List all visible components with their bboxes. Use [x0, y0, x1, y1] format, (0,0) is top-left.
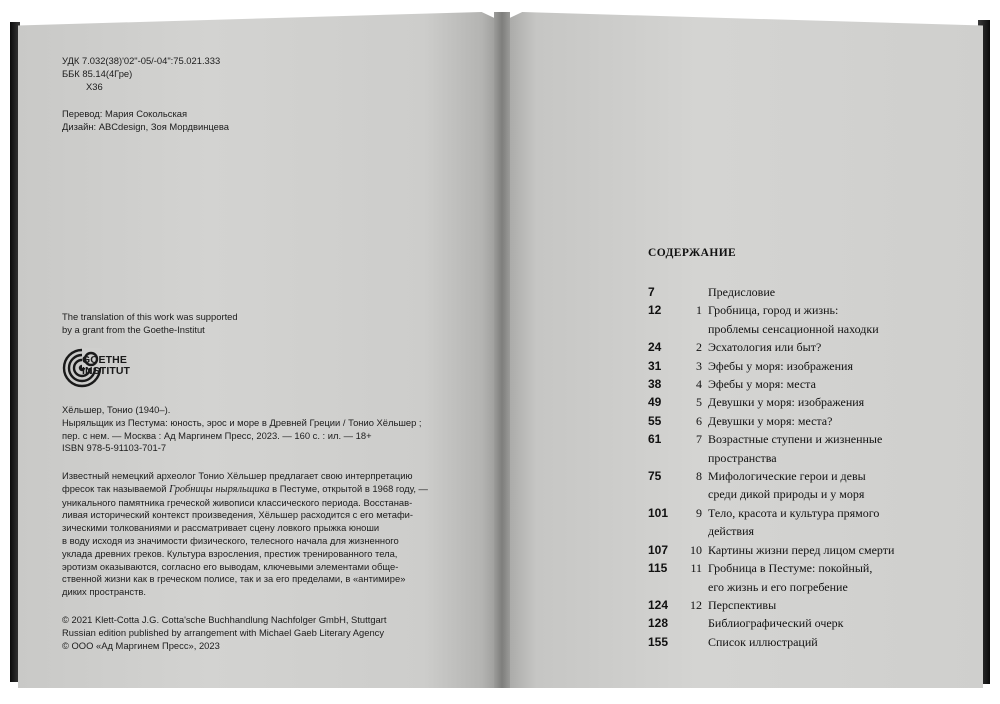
blurb-text: в Пестуме, открытой в 1968 году, — — [269, 482, 428, 494]
toc-chapter-title: Предисловие — [708, 285, 776, 299]
toc-chapter-title: Эфебы у моря: места — [708, 377, 816, 392]
toc-chapter-number: 10 — [690, 542, 702, 557]
logo-text-goethe: GOETHE — [82, 354, 127, 366]
toc-page-number: 155 — [648, 634, 669, 649]
goethe-logo-text — [82, 355, 130, 377]
copyright-block — [62, 614, 387, 652]
toc-page-number: 49 — [648, 395, 662, 410]
toc-page-number: 55 — [648, 413, 662, 428]
toc-entry — [648, 467, 918, 504]
toc-chapter-title: Картины жизни перед лицом смерти — [708, 542, 895, 557]
biblio-line: пер. с нем. — Москва : Ад Маргинем Пресс, 2023. — 160 с. : ил. — 18+ — [62, 429, 372, 441]
toc-entry — [648, 412, 918, 430]
bibliographic-record — [62, 404, 422, 455]
toc-chapter-title: Библиографический очерк — [708, 616, 844, 631]
toc-entry — [648, 430, 918, 467]
toc-entry — [648, 633, 918, 651]
toc-chapter-number: 2 — [696, 340, 702, 355]
toc-page-number: 128 — [648, 616, 669, 631]
toc-chapter-title: Девушки у моря: места? — [708, 413, 833, 428]
toc-page-number: 31 — [648, 358, 662, 373]
table-of-contents — [648, 283, 918, 651]
isbn-line: ISBN 978-5-91103-701-7 — [62, 442, 167, 454]
toc-chapter-title: Перспективы — [708, 597, 777, 612]
toc-chapter-number: 12 — [690, 597, 702, 612]
toc-chapter-title: среди дикой природы и у моря — [708, 487, 865, 502]
credits-block — [62, 108, 229, 134]
toc-chapter-title: Мифологические герои и девы — [708, 469, 866, 484]
blurb-text: фресок так называемой — [62, 482, 170, 494]
toc-chapter-number: 3 — [696, 358, 702, 373]
toc-chapter-title: проблемы сенсационной находки — [708, 321, 879, 336]
toc-page-number: 38 — [648, 377, 662, 392]
annotation-blurb — [62, 470, 428, 599]
logo-text-institut: INSTITUT — [82, 365, 131, 377]
toc-page-number: 24 — [648, 340, 662, 355]
support-note — [62, 311, 238, 337]
toc-page-number: 115 — [648, 561, 668, 576]
toc-page-number: 61 — [648, 432, 662, 447]
toc-chapter-title: Девушки у моря: изображения — [708, 395, 865, 410]
book-gutter — [494, 12, 510, 688]
blurb-line: ливая исторический контекст произведения, Хёльшер расходится с его метафи- — [62, 509, 414, 521]
translator-line: Перевод: Мария Сокольская — [62, 108, 188, 119]
support-line-2: by a grant from the Goethe-Institut — [62, 323, 205, 335]
toc-entry — [648, 504, 918, 541]
toc-chapter-number: 8 — [696, 469, 702, 484]
toc-entry — [648, 559, 918, 596]
toc-entry — [648, 596, 918, 614]
toc-entry — [648, 375, 918, 393]
toc-chapter-title: Эфебы у моря: изображения — [708, 358, 853, 373]
toc-title: СОДЕРЖАНИЕ — [648, 247, 737, 259]
toc-chapter-number: 1 — [696, 303, 702, 318]
toc-chapter-title: Тело, красота и культура прямого — [708, 505, 880, 520]
bbk-line: ББК 85.14(4Гре) — [62, 67, 133, 79]
toc-entry — [648, 301, 918, 338]
author-mark: X36 — [86, 80, 103, 92]
toc-page-number: 7 — [648, 285, 655, 299]
toc-chapter-title: его жизнь и его погребение — [708, 579, 848, 594]
blurb-line: эротизм оказываются, согласно его выводам, ключевыми элементами обще- — [62, 560, 399, 572]
blurb-line: уникального памятника греческой живописи классического периода. Восстанав- — [62, 496, 413, 508]
toc-page-number: 12 — [648, 303, 662, 318]
support-line-1: The translation of this work was supported — [62, 311, 238, 322]
biblio-line: Хёльшер, Тонио (1940–). — [62, 404, 171, 415]
toc-page-number: 107 — [648, 542, 669, 557]
toc-entry — [648, 283, 918, 301]
toc-page-number: 124 — [648, 597, 669, 612]
toc-chapter-title: Эсхатология или быт? — [708, 340, 822, 355]
toc-chapter-number: 7 — [696, 432, 702, 447]
toc-chapter-title: Возрастные ступени и жизненные — [708, 432, 883, 447]
blurb-line: уклада древних греков. Культура взросления, престиж тренированного тела, — [62, 547, 398, 559]
blurb-line — [62, 483, 428, 497]
toc-entry — [648, 338, 918, 356]
copyright-line: © ООО «Ад Маргинем Пресс», 2023 — [62, 639, 220, 651]
toc-entry — [648, 357, 918, 375]
toc-entry — [648, 393, 918, 411]
copyright-line: © 2021 Klett-Cotta J.G. Cotta'sche Buchhandlung Nachfolger GmbH, Stuttgart — [62, 614, 387, 625]
toc-entry — [648, 614, 918, 632]
toc-page-number: 101 — [648, 505, 669, 520]
design-line: Дизайн: ABCdesign, Зоя Мордвинцева — [62, 120, 229, 132]
toc-entry — [648, 541, 918, 559]
blurb-line: в воду исходя из значимости физического, телесного начала для жизненного — [62, 534, 399, 546]
toc-chapter-title: пространства — [708, 450, 777, 465]
catalog-block — [62, 55, 220, 93]
copyright-line: Russian edition published by arrangement with Michael Gaeb Literary Agency — [62, 626, 385, 638]
toc-chapter-number: 5 — [696, 395, 702, 410]
blurb-line: диких пространств. — [62, 586, 146, 598]
toc-chapter-number: 4 — [696, 377, 702, 392]
toc-chapter-title: Гробница в Пестуме: покойный, — [708, 561, 873, 576]
toc-chapter-number: 11 — [690, 561, 702, 576]
blurb-line: зическими толкованиями и рассматривает сцену ловкого прыжка юноши — [62, 522, 380, 534]
biblio-line: Ныряльщик из Пестума: юность, эрос и море в Древней Греции / Тонио Хёльшер ; — [62, 416, 422, 428]
udk-line: УДК 7.032(38)'02"-05/-04":75.021.333 — [62, 55, 221, 66]
blurb-italic-title: Гробницы ныряльщика — [169, 483, 270, 495]
blurb-line: ственной жизни как в греческом полисе, так и за его пределами, в «антимире» — [62, 573, 406, 585]
toc-chapter-title: Гробница, город и жизнь: — [708, 303, 839, 318]
toc-chapter-number: 9 — [696, 505, 702, 520]
toc-page-number: 75 — [648, 469, 662, 484]
toc-chapter-number: 6 — [696, 413, 702, 428]
toc-chapter-title: Список иллюстраций — [708, 634, 818, 649]
toc-chapter-title: действия — [708, 524, 755, 539]
blurb-line: Известный немецкий археолог Тонио Хёльшер предлагает свою интерпретацию — [62, 470, 413, 481]
